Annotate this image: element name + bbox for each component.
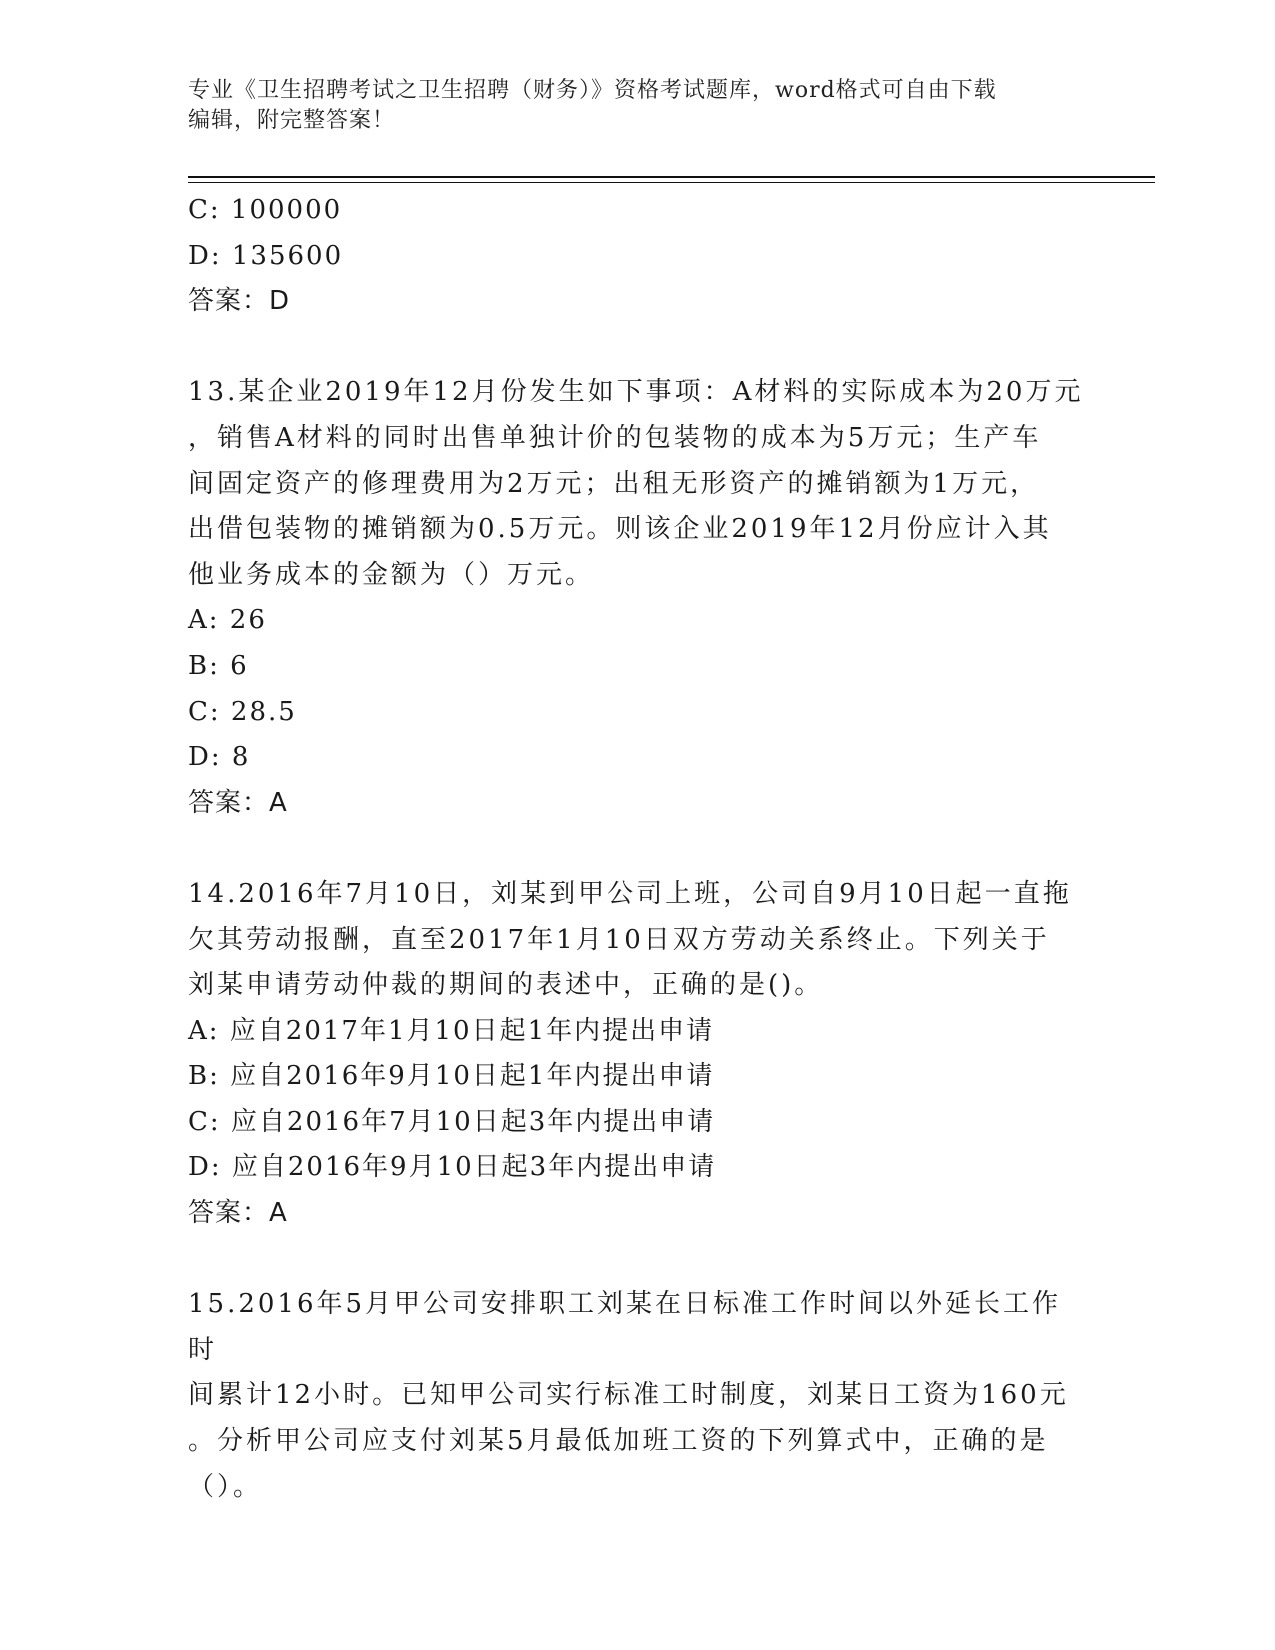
question-stem-line: （）。 bbox=[188, 1471, 263, 1502]
header-line-2: 编辑，附完整答案！ bbox=[188, 108, 396, 133]
option-a: A: 26 bbox=[188, 605, 267, 636]
answer: 答案：D bbox=[188, 286, 291, 317]
option-b: B: 应自2016年9月10日起1年内提出申请 bbox=[188, 1061, 715, 1092]
document-body bbox=[188, 188, 1088, 1510]
question-stem-line: 出借包装物的摊销额为0.5万元。则该企业2019年12月份应计入其 bbox=[188, 514, 1052, 545]
option-c: C: 应自2016年7月10日起3年内提出申请 bbox=[188, 1106, 716, 1137]
option-c: C: 28.5 bbox=[188, 696, 297, 727]
question-stem-line: 欠其劳动报酬，直至2017年1月10日双方劳动关系终止。下列关于 bbox=[188, 924, 1050, 955]
answer: 答案：A bbox=[188, 787, 288, 818]
question-stem-line: ，销售A材料的同时出售单独计价的包装物的成本为5万元；生产车 bbox=[188, 422, 1042, 453]
spacer bbox=[188, 325, 1088, 371]
option-d: D: 应自2016年9月10日起3年内提出申请 bbox=[188, 1152, 717, 1183]
header-divider-thin bbox=[188, 182, 1155, 183]
question-stem-line: 。分析甲公司应支付刘某5月最低加班工资的下列算式中，正确的是 bbox=[188, 1426, 1049, 1457]
question-stem-line: 间固定资产的修理费用为2万元；出租无形资产的摊销额为1万元， bbox=[188, 468, 1040, 499]
question-stem-line: 间累计12小时。已知甲公司实行标准工时制度，刘某日工资为160元 bbox=[188, 1380, 1069, 1411]
question-15 bbox=[188, 1282, 1088, 1510]
option-d: D: 8 bbox=[188, 742, 251, 773]
answer: 答案：A bbox=[188, 1198, 288, 1229]
question-14 bbox=[188, 872, 1088, 1237]
option-d: D: 135600 bbox=[188, 240, 344, 271]
question-13 bbox=[188, 370, 1088, 826]
question-stem-line: 15.2016年5月甲公司安排职工刘某在日标准工作时间以外延长工作时 bbox=[188, 1289, 1062, 1365]
question-stem-line: 13.某企业2019年12月份发生如下事项：A材料的实际成本为20万元 bbox=[188, 377, 1084, 408]
option-c: C: 100000 bbox=[188, 195, 343, 225]
option-b: B: 6 bbox=[188, 650, 249, 681]
question-stem-line: 刘某申请劳动仲裁的期间的表述中，正确的是()。 bbox=[188, 970, 824, 1001]
spacer bbox=[188, 826, 1088, 872]
option-a: A: 应自2017年1月10日起1年内提出申请 bbox=[188, 1015, 715, 1046]
header-divider-thick bbox=[188, 176, 1155, 178]
header-line-1: 专业《卫生招聘考试之卫生招聘（财务）》资格考试题库，word格式可自由下载 bbox=[188, 78, 997, 103]
document-header bbox=[188, 76, 1088, 136]
question-12-tail bbox=[188, 188, 1088, 325]
question-stem-line: 他业务成本的金额为（）万元。 bbox=[188, 559, 595, 590]
spacer bbox=[188, 1237, 1088, 1283]
question-stem-line: 14.2016年7月10日，刘某到甲公司上班，公司自9月10日起一直拖 bbox=[188, 878, 1072, 909]
